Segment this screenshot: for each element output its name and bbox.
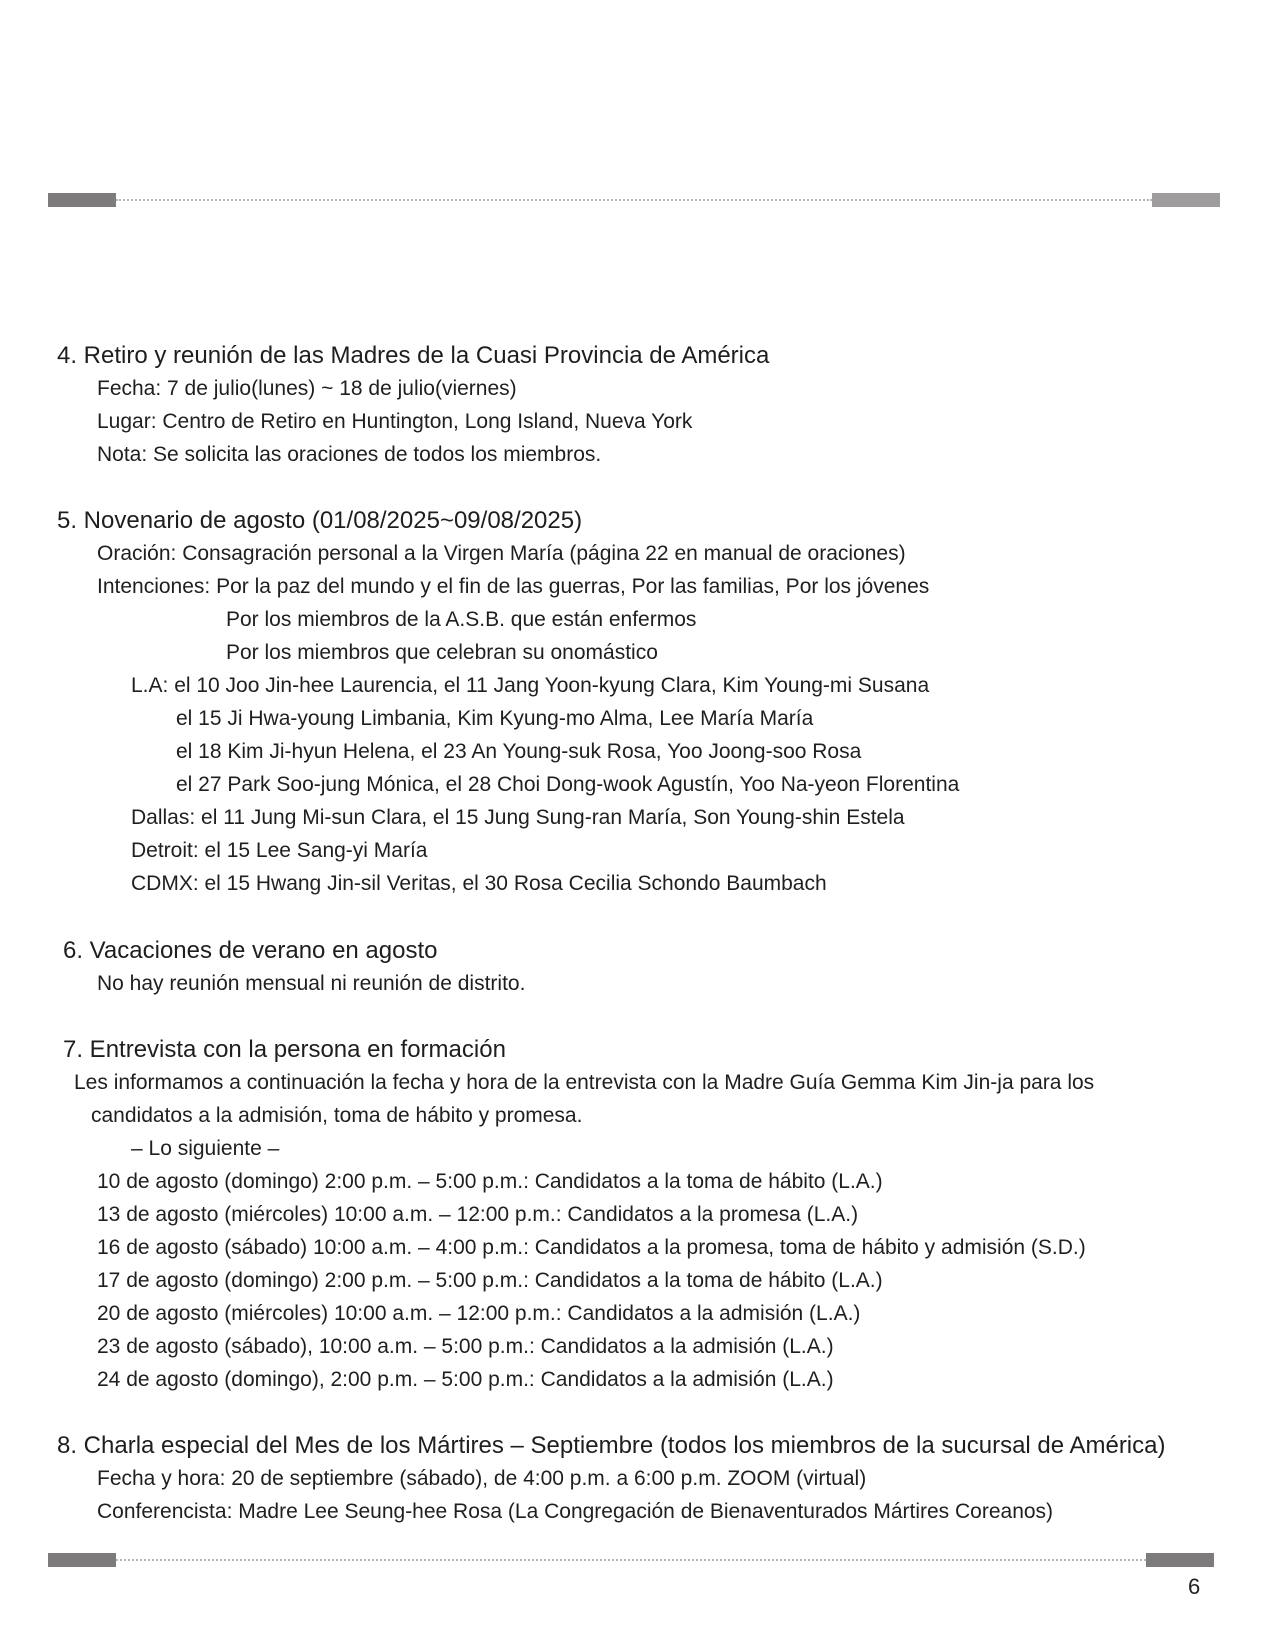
section-5-intention-3: Por los miembros que celebran su onomástico: [226, 641, 658, 664]
section-7-intro-2: candidatos a la admisión, toma de hábito y promesa.: [91, 1104, 583, 1127]
bottom-divider-left-cap: [48, 1553, 116, 1567]
section-5-intention-2: Por los miembros de la A.S.B. que están enfermos: [226, 608, 697, 631]
section-4-title: 4. Retiro y reunión de las Madres de la Cuasi Provincia de América: [57, 342, 770, 369]
section-5-prayer: Oración: Consagración personal a la Virgen María (página 22 en manual de oraciones): [97, 542, 906, 565]
top-divider-dotted-line: [116, 199, 1152, 201]
section-8-speaker: Conferencista: Madre Lee Seung-hee Rosa (La Congregación de Bienaventurados Mártires Coreanos): [97, 1500, 1054, 1523]
section-5-saints-la: L.A: el 10 Joo Jin-hee Laurencia, el 11 Jang Yoon-kyung Clara, Kim Young-mi Susana: [131, 674, 930, 697]
section-4-note: Nota: Se solicita las oraciones de todos los miembros.: [97, 443, 602, 466]
schedule-item: 23 de agosto (sábado), 10:00 a.m. – 5:00 p.m.: Candidatos a la admisión (L.A.): [97, 1335, 834, 1358]
schedule-item: 20 de agosto (miércoles) 10:00 a.m. – 12:00 p.m.: Candidatos a la admisión (L.A.): [97, 1302, 861, 1325]
page-number: 6: [1188, 1574, 1201, 1599]
schedule-item: 10 de agosto (domingo) 2:00 p.m. – 5:00 p.m.: Candidatos a la toma de hábito (L.A.): [97, 1170, 883, 1193]
schedule-item: 13 de agosto (miércoles) 10:00 a.m. – 12:00 p.m.: Candidatos a la promesa (L.A.): [97, 1203, 859, 1226]
section-5-saints-detroit: Detroit: el 15 Lee Sang-yi María: [131, 839, 428, 862]
bottom-divider: [48, 1553, 1214, 1567]
schedule-item: 17 de agosto (domingo) 2:00 p.m. – 5:00 p.m.: Candidatos a la toma de hábito (L.A.): [97, 1269, 883, 1292]
section-4-date: Fecha: 7 de julio(lunes) ~ 18 de julio(viernes): [97, 377, 517, 400]
section-5-saints-cdmx: CDMX: el 15 Hwang Jin-sil Veritas, el 30 Rosa Cecilia Schondo Baumbach: [131, 872, 827, 895]
section-7-intro-1: Les informamos a continuación la fecha y hora de la entrevista con la Madre Guía Gemma Kim Jin-ja para los: [74, 1071, 1095, 1094]
section-5-title: 5. Novenario de agosto (01/08/2025~09/08/2025): [57, 507, 583, 534]
top-divider: [48, 193, 1220, 207]
section-8-datetime: Fecha y hora: 20 de septiembre (sábado), de 4:00 p.m. a 6:00 p.m. ZOOM (virtual): [97, 1467, 867, 1490]
section-7-subheading: – Lo siguiente –: [131, 1137, 280, 1160]
bottom-divider-dotted-line: [116, 1559, 1146, 1561]
section-7-title: 7. Entrevista con la persona en formación: [63, 1036, 506, 1063]
top-divider-left-cap: [48, 193, 116, 207]
section-5-saints-dallas: Dallas: el 11 Jung Mi-sun Clara, el 15 Jung Sung-ran María, Son Young-shin Estela: [131, 806, 905, 829]
section-6-title: 6. Vacaciones de verano en agosto: [63, 937, 438, 964]
schedule-item: 24 de agosto (domingo), 2:00 p.m. – 5:00 p.m.: Candidatos a la admisión (L.A.): [97, 1368, 834, 1391]
top-divider-right-cap: [1152, 193, 1220, 207]
bottom-divider-right-cap: [1146, 1553, 1214, 1567]
section-5-saints-la-3: el 18 Kim Ji-hyun Helena, el 23 An Young-suk Rosa, Yoo Joong-soo Rosa: [176, 740, 862, 763]
section-5-saints-la-4: el 27 Park Soo-jung Mónica, el 28 Choi Dong-wook Agustín, Yoo Na-yeon Florentina: [176, 773, 960, 796]
section-4-place: Lugar: Centro de Retiro en Huntington, Long Island, Nueva York: [97, 410, 693, 433]
section-5-intention-1: Intenciones: Por la paz del mundo y el fin de las guerras, Por las familias, Por los jóvenes: [97, 575, 930, 598]
section-5-saints-la-2: el 15 Ji Hwa-young Limbania, Kim Kyung-mo Alma, Lee María María: [176, 707, 814, 730]
section-6-text: No hay reunión mensual ni reunión de distrito.: [97, 972, 526, 995]
section-8-title: 8. Charla especial del Mes de los Mártires – Septiembre (todos los miembros de la sucursal de América): [57, 1432, 1166, 1459]
schedule-item: 16 de agosto (sábado) 10:00 a.m. – 4:00 p.m.: Candidatos a la promesa, toma de hábito y admisión (S.D.): [97, 1236, 1086, 1259]
